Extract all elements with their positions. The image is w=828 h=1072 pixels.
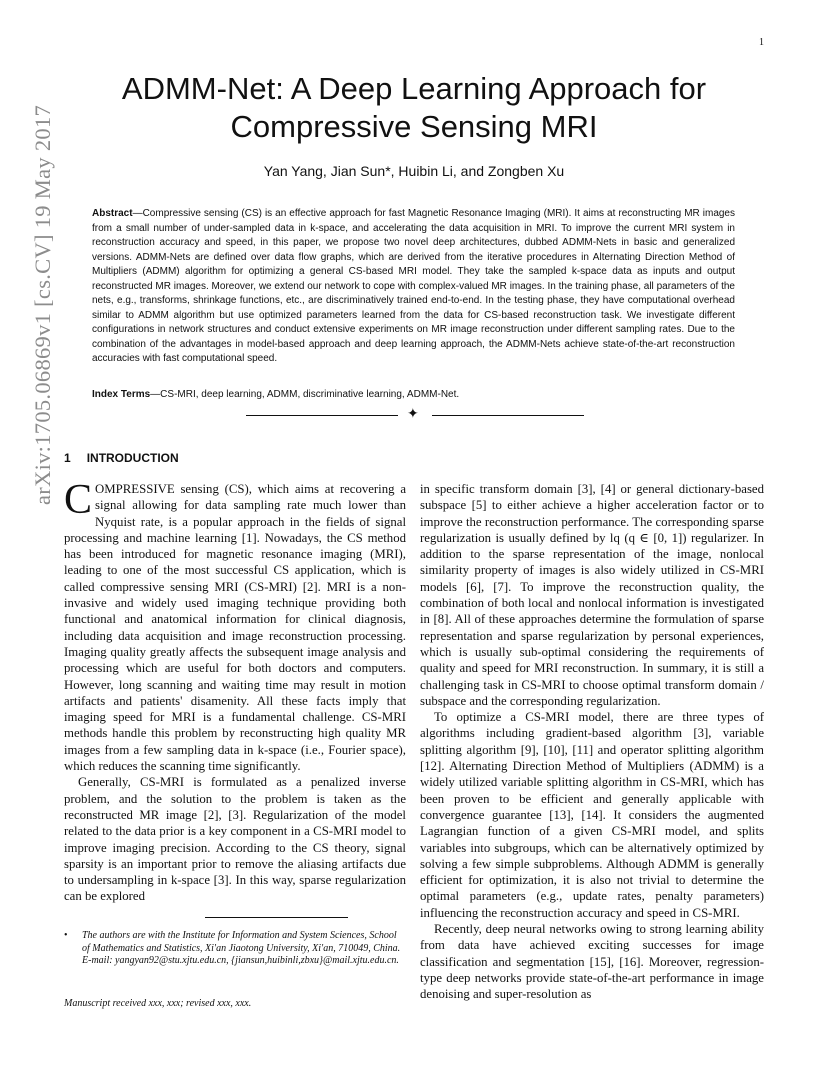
section-number: 1 [64, 451, 71, 465]
divider-line-right [432, 415, 584, 416]
right-column [420, 481, 764, 1003]
intro-text-1: sensing (CS), which aims at recovering a signal allowing for data sampling rate much lower than Nyquist rate, is a popular approach in the fields of signal processing and machine learning [1]. Nowadays, the CS method has been introduced for magnetic resonance imaging (MRI), leading to one of the most successful CS application, which is called compressive sensing MRI (CS-MRI) [2]. MRI is a non-invasive and widely used imaging technique providing both functional and anatomical information for clinical diagnosis, including data acquisition and image reconstruction processing. Imaging quality greatly affects the subsequent image analysis and processing which are useful for both doctors and computers. However, long scanning and waiting time may result in motion artifacts and patients' disamenity. All these facts imply that imaging speed for MRI is a fundamental challenge. CS-MRI methods handle this problem by reconstructing high quality MR images from a few sampling data in k-space (i.e., Fourier space), which reduces the scanning time significantly. [64, 482, 406, 774]
arxiv-sidebar-stamp [8, 104, 78, 506]
divider-line-left [246, 415, 398, 416]
abstract [92, 207, 735, 367]
title-line-2: Compressive Sensing MRI [230, 109, 598, 144]
arxiv-id: arXiv:1705.06869v1 [cs.CV] 19 May 2017 [30, 104, 55, 506]
footnote-rule [205, 917, 348, 918]
abstract-text: —Compressive sensing (CS) is an effective approach for fast Magnetic Resonance Imaging (MRI). It aims at reconstructing MR images from a small number of under-sampled data in k-space, and accelerating the data acquisition in MRI. To improve the current MRI system in reconstruction accuracy and speed, in this paper, we propose two novel deep architectures, dubbed ADMM-Nets in basic and generalized versions. ADMM-Nets are defined over data flow graphs, which are derived from the iterative procedures in Alternating Direction Method of Multipliers (ADMM) algorithm for optimizing a general CS-based MRI model. They take the sampled k-space data as inputs and output reconstructed MR images. Moreover, we extend our network to cope with complex-valued MR images. In the training phase, all parameters of the nets, e.g., transforms, shrinkage functions, etc., are discriminatively trained end-to-end. In the testing phase, they have computational overhead similar to ADMM algorithm but use optimized parameters learned from the data for CS-based reconstruction task. We investigate different configurations in network structures and conduct extensive experiments on MR image reconstruction under different sampling rates. Due to the combination of the advantages in model-based approach and deep learning approach, the ADMM-Nets achieve state-of-the-art reconstruction accuracies with fast computational speed. [92, 208, 735, 364]
divider-star-icon: ✦ [407, 407, 419, 422]
intro-paragraph-1 [64, 477, 406, 774]
intro-paragraph-4: To optimize a CS-MRI model, there are three types of algorithms including gradient-based algorithm [3], variable splitting algorithm [9], [10], [11] and operator splitting algorithm [12]. Alternating Direction Method of Multipliers (ADMM) is a widely utilized variable splitting algorithm in CS-MRI, which has been proven to be efficient and generally applicable with convergence guarantee [13], [14]. It considers the augmented Lagrangian function of a given CS-MRI model, and splits variables into subgroups, which can be alternatively optimized by solving a few simple subproblems. Although ADMM is generally efficient for optimization, it is also not trivial to determine the optimal parameters (e.g., update rates, penalty parameters) influencing the reconstruction accuracy and speed in CS-MRI. [420, 710, 764, 920]
manuscript-note: Manuscript received xxx, xxx; revised xxx, xxx. [64, 998, 252, 1009]
drop-cap: C [64, 477, 93, 523]
authors: Yan Yang, Jian Sun*, Huibin Li, and Zongben Xu [263, 163, 565, 179]
section-heading [64, 451, 179, 465]
footnote [64, 930, 406, 968]
page-number: 1 [759, 37, 764, 48]
paper-title [0, 70, 828, 146]
section-title: INTRODUCTION [86, 451, 179, 465]
index-terms-text: —CS-MRI, deep learning, ADMM, discriminative learning, ADMM-Net. [150, 389, 460, 400]
intro-smallcaps: OMPRESSIVE [95, 482, 175, 496]
left-column [64, 477, 406, 905]
abstract-label: Abstract [92, 208, 133, 219]
intro-paragraph-2: Generally, CS-MRI is formulated as a penalized inverse problem, and the solution to the problem is taken as the reconstructed MR image [2], [3]. Regularization of the model related to the data prior is a key component in a CS-MRI model to improve imaging precision. According to the CS theory, signal sparsity is an important prior to remove the aliasing artifacts due to undersampling in k-space [3]. In this way, sparse regularization can be explored [64, 775, 406, 904]
title-line-1: ADMM-Net: A Deep Learning Approach for [121, 71, 707, 106]
intro-paragraph-3: in specific transform domain [3], [4] or general dictionary-based subspace [5] to either achieve a higher acceleration factor or to improve the reconstruction performance. The corresponding sparse regularization is usually defined by lq (q ∈ [0, 1]) regularizer. In addition to the sparse representation of the image, nonlocal similarity property of images is also widely utilized in CS-MRI models [6], [7]. To improve the reconstruction quality, the combination of both local and nonlocal information is investigated in [8]. All of these approaches determine the formulation of sparse representation and sparse regularization by personal experiences, which is usually sub-optimal considering the requirements of quality and speed for MRI reconstruction. In summary, it is still a challenging task in CS-MRI to choose optimal transform domain / subspace and the corresponding regularization. [420, 482, 764, 708]
footnote-bullet: • [64, 930, 68, 941]
footnote-text: The authors are with the Institute for Information and System Sciences, School of Mathematics and Statistics, Xi'an Jiaotong University, Xi'an, 710049, China. E-mail: yangyan92@stu.xjtu.edu.cn, {jiansun,huibinli,zbxu}@mail.xjtu.edu.cn. [82, 930, 401, 966]
index-terms [92, 389, 735, 400]
index-terms-label: Index Terms [92, 389, 151, 400]
section-divider [246, 409, 584, 421]
intro-paragraph-5: Recently, deep neural networks owing to strong learning ability from data have achieved exciting successes for image classification and segmentation [15], [16]. Moreover, regression-type deep networks provide state-of-the-art performance in image denoising and super-resolution as [420, 922, 764, 1002]
